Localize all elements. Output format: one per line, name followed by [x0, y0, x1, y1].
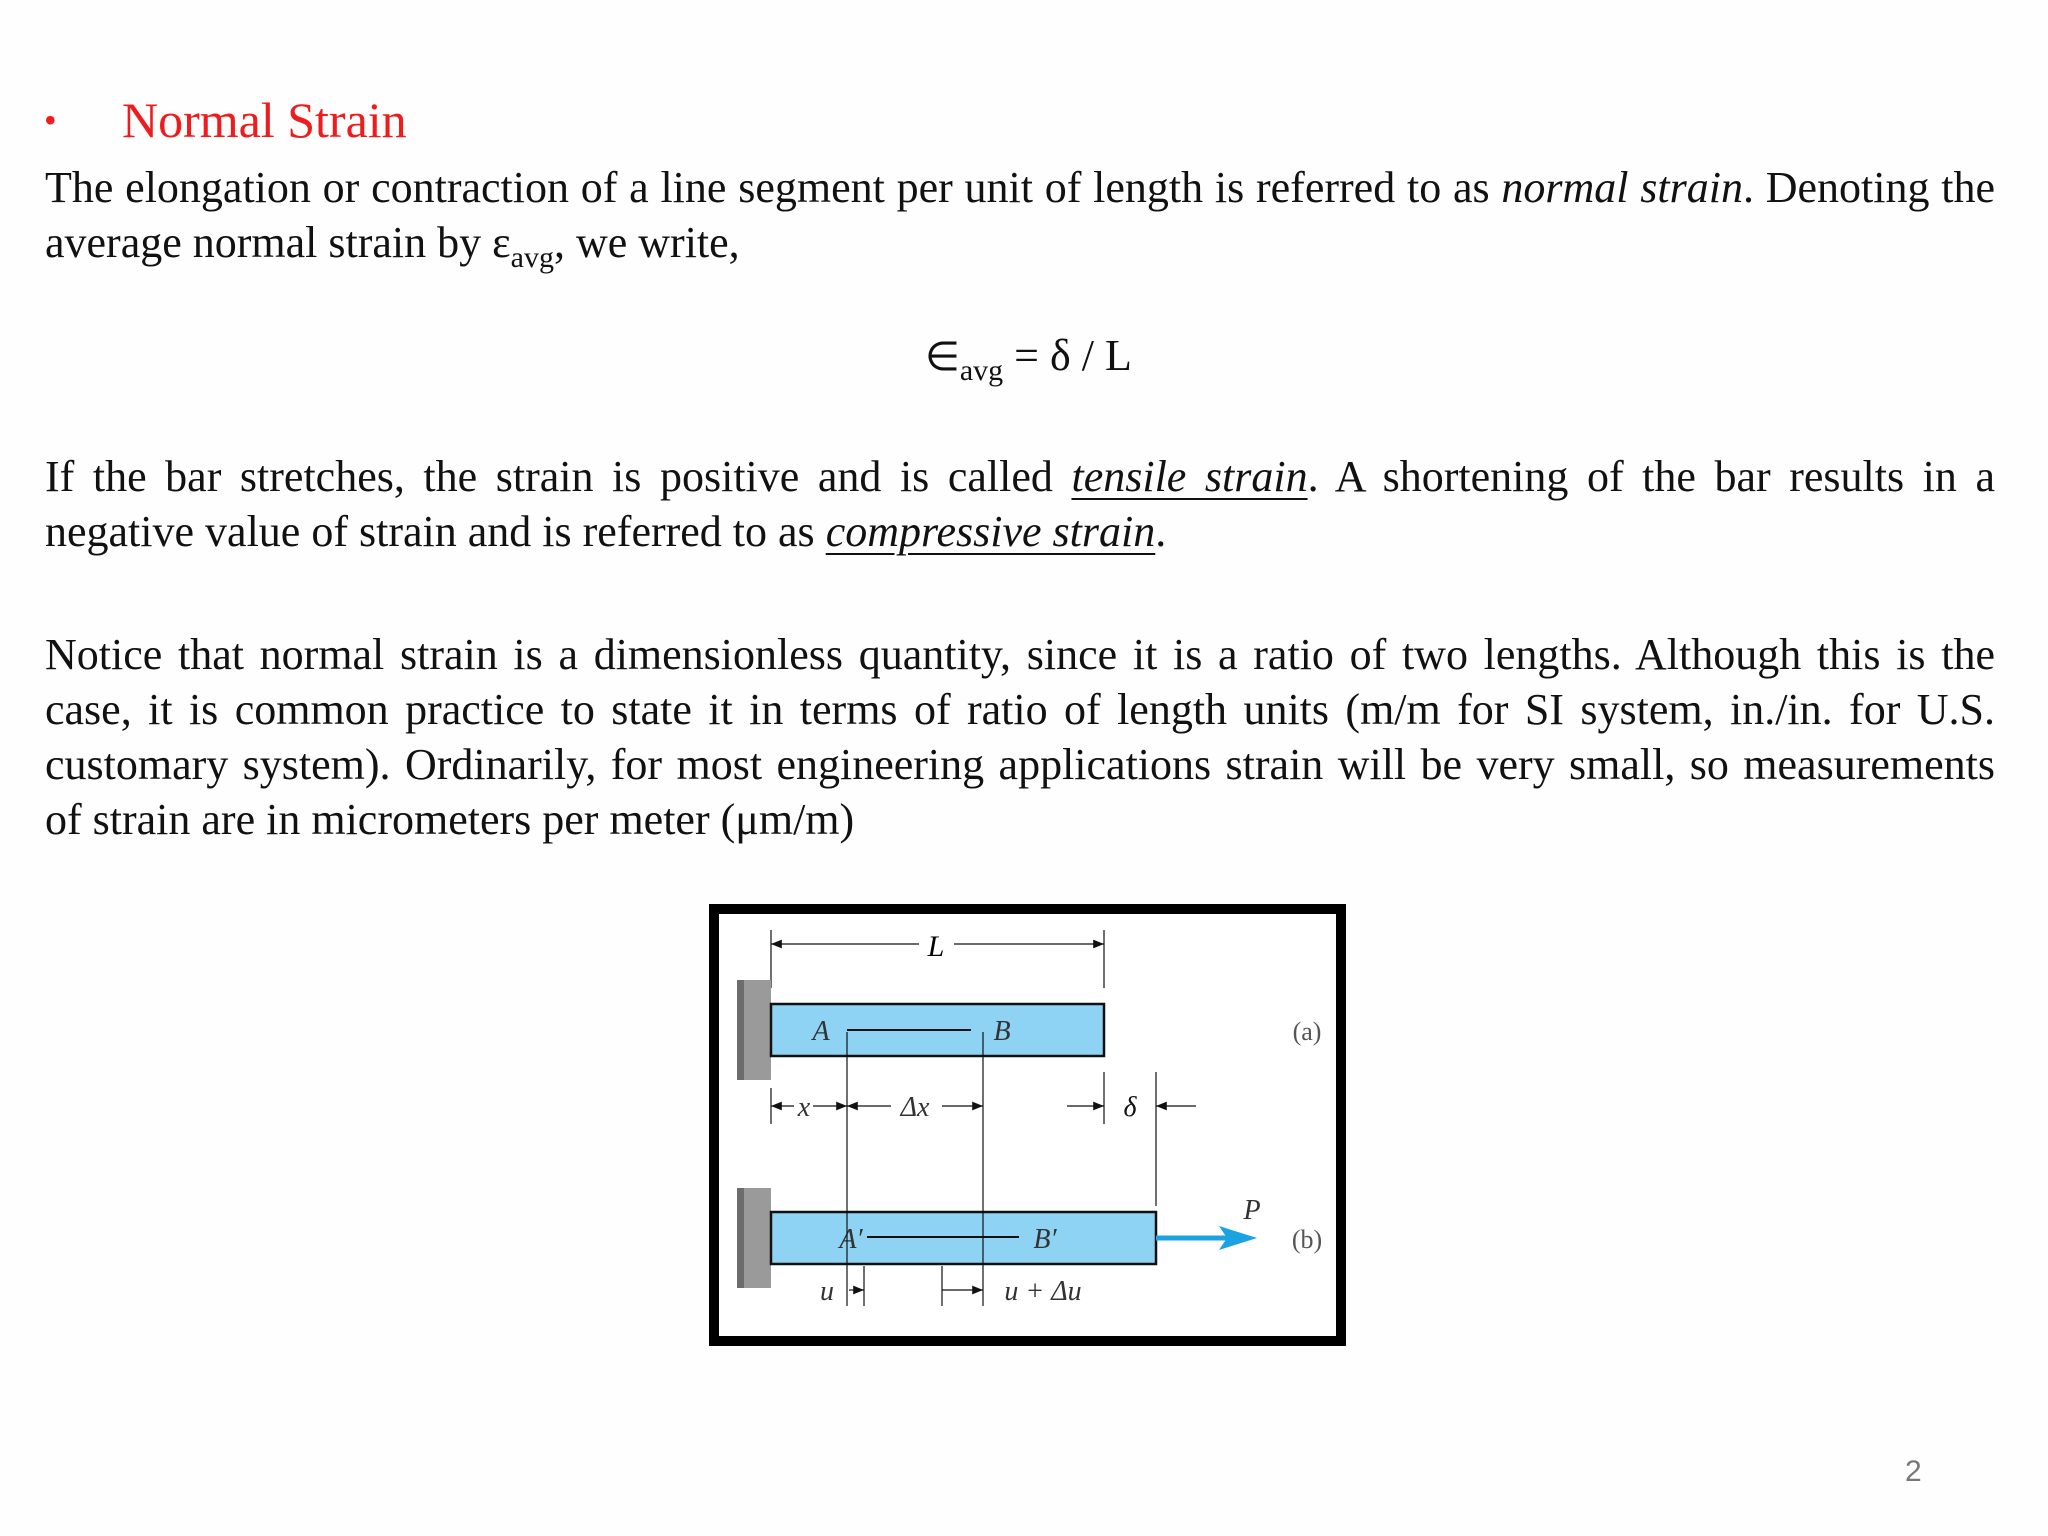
bullet-icon: •: [44, 100, 57, 140]
label-P: P: [1243, 1195, 1261, 1226]
strain-diagram-svg: [709, 904, 1346, 1346]
page-number: 2: [1905, 1455, 1922, 1488]
label-u-du: u + Δu: [1004, 1276, 1082, 1307]
paragraph-sign-text-3: .: [1155, 507, 1167, 556]
wall-shade-b: [737, 1188, 744, 1288]
term-compressive-strain: compressive strain: [825, 507, 1156, 556]
label-B-prime: B′: [1033, 1224, 1057, 1255]
label-B: B: [993, 1016, 1011, 1047]
wall-shade-a: [737, 980, 744, 1080]
section-heading: Normal Strain: [122, 92, 407, 148]
epsilon-subscript: avg: [510, 240, 554, 274]
heading-row: [44, 90, 407, 150]
label-A: A: [812, 1016, 830, 1047]
paragraph-sign-text-2: . A shortening of the bar results in a negative value of strain and is referred to as: [45, 452, 1995, 556]
paragraph-definition: [45, 160, 1995, 274]
paragraph-definition-text-2: . Denoting the average normal strain by ε: [45, 163, 1995, 267]
paragraph-units: Notice that normal strain is a dimensionless quantity, since it is a ratio of two lengths. Although this is the case, it is common practice to state it in terms of ratio of length units (m/m for SI system, in./in. for U.S. customary system). Ordinarily, for most engineering applications strain will be very small, so measurements of strain are in micrometers per meter (μm/m): [45, 630, 1995, 844]
term-normal-strain: normal strain: [1501, 163, 1743, 212]
formula-rhs: = δ / L: [1003, 331, 1132, 380]
paragraph-definition-end: , we write,: [553, 218, 740, 267]
label-A-prime: A′: [839, 1224, 863, 1255]
paragraph-sign-text-1: If the bar stretches, the strain is positive and is called: [45, 452, 1072, 501]
label-delta: δ: [1123, 1092, 1137, 1123]
label-u: u: [820, 1276, 834, 1307]
paragraph-sign-convention: [45, 449, 1995, 559]
label-case-b: (b): [1291, 1225, 1323, 1254]
label-dx: Δx: [900, 1092, 930, 1123]
label-case-a: (a): [1292, 1017, 1322, 1046]
paragraph-definition-text: The elongation or contraction of a line segment per unit of length is referred to as: [45, 163, 1502, 212]
strain-diagram: [709, 904, 1346, 1346]
epsilon-symbol: ∈: [925, 334, 960, 380]
label-x: x: [797, 1092, 811, 1123]
term-tensile-strain: tensile strain: [1071, 452, 1308, 501]
formula-subscript: avg: [959, 353, 1004, 387]
label-L: L: [927, 930, 945, 963]
strain-formula: [925, 330, 1132, 387]
